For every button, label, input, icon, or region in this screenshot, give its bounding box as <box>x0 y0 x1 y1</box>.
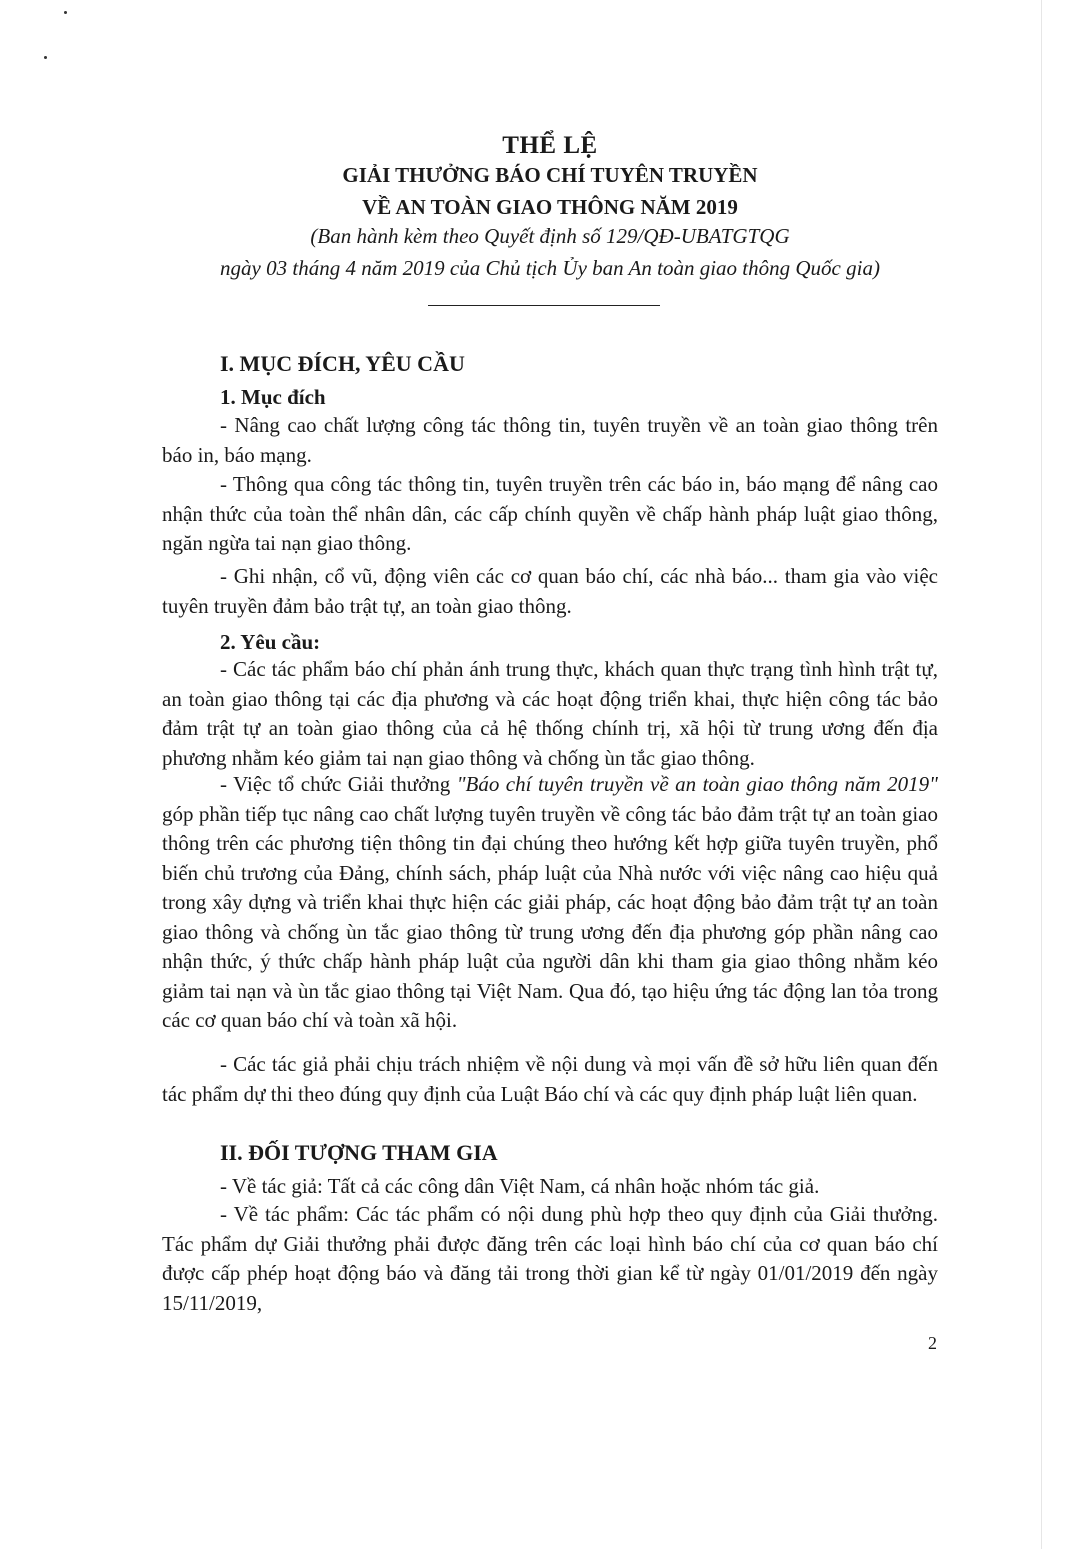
paragraph <box>162 411 938 470</box>
page-number: 2 <box>928 1333 937 1353</box>
paragraph <box>162 1172 938 1202</box>
requirement-item-1: - Các tác phẩm báo chí phản ánh trung thực, khách quan thực trạng tình hình trật tự, an toàn giao thông tại các địa phương và các hoạt động triển khai, thực hiện công tác bảo đảm trật tự an toàn giao thông của cả hệ thống chính trị, xã hội từ trung ương đến địa phương nhằm kéo giảm tai nạn giao thông và chống ùn tắc giao thông. <box>162 657 938 770</box>
paragraph <box>162 1200 938 1318</box>
document-subtitle-line2: VỀ AN TOÀN GIAO THÔNG NĂM 2019 <box>362 195 738 219</box>
purpose-item-2: - Thông qua công tác thông tin, tuyên truyền trên các báo in, báo mạng để nâng cao nhận thức của toàn thể nhân dân, các cấp chính quyền về chấp hành pháp luật giao thông, ngăn ngừa tai nạn giao thông. <box>162 472 938 555</box>
paragraph <box>162 1050 938 1109</box>
requirement-item-2-prefix: - Việc tổ chức Giải thưởng <box>220 772 457 796</box>
paragraph <box>162 470 938 559</box>
paragraph <box>162 770 938 1036</box>
header-divider <box>428 305 660 306</box>
section1-heading: I. MỤC ĐÍCH, YÊU CẦU <box>220 351 465 376</box>
paragraph <box>162 562 938 621</box>
scan-speck <box>44 56 47 59</box>
scan-speck <box>64 11 67 14</box>
purpose-item-1: - Nâng cao chất lượng công tác thông tin, tuyên truyền về an toàn giao thông trên báo in, báo mạng. <box>162 413 938 467</box>
issuance-note-line2: ngày 03 tháng 4 năm 2019 của Chủ tịch Ủy ban An toàn giao thông Quốc gia) <box>220 256 880 280</box>
participant-item-2: - Về tác phẩm: Các tác phẩm có nội dung phù hợp theo quy định của Giải thưởng. Tác phẩm dự Giải thưởng phải được đăng trên các loại hình báo chí của cơ quan báo chí được cấp phép hoạt động báo và đăng tải trong thời gian kể từ ngày 01/01/2019 đến ngày 15/11/2019, <box>162 1202 938 1315</box>
section2-heading: II. ĐỐI TƯỢNG THAM GIA <box>220 1140 498 1165</box>
requirement-item-2 <box>162 770 938 1036</box>
requirement-item-3: - Các tác giả phải chịu trách nhiệm về nội dung và mọi vấn đề sở hữu liên quan đến tác phẩm dự thi theo đúng quy định của Luật Báo chí và các quy định pháp luật liên quan. <box>162 1052 938 1106</box>
requirement-item-2-rest: góp phần tiếp tục nâng cao chất lượng tuyên truyền về công tác bảo đảm trật tự an toàn giao thông trên các phương tiện thông tin đại chúng theo hướng kết hợp giữa tuyên truyền, phổ biến chủ trương của Đảng, chính sách, pháp luật của Nhà nước với việc nâng cao hiệu quả trong xây dựng và triển khai thực hiện các giải pháp, các hoạt động bảo đảm trật tự an toàn giao thông và chống ùn tắc giao thông từ trung ương đến địa phương góp phần nâng cao nhận thức, ý thức chấp hành pháp luật của người dân khi tham gia giao thông nhằm kéo giảm tai nạn và ùn tắc giao thông tại Việt Nam. Qua đó, tạo hiệu ứng tác động lan tỏa trong các cơ quan báo chí và toàn xã hội. <box>162 801 938 1032</box>
section1-sub1-heading: 1. Mục đích <box>220 385 326 409</box>
participant-item-1: - Về tác giả: Tất cả các công dân Việt Nam, cá nhân hoặc nhóm tác giả. <box>220 1174 820 1198</box>
section1-sub2-heading: 2. Yêu cầu: <box>220 630 321 654</box>
document-title: THỂ LỆ <box>502 132 598 159</box>
scan-edge-shadow <box>1041 0 1042 1549</box>
purpose-item-3: - Ghi nhận, cổ vũ, động viên các cơ quan báo chí, các nhà báo... tham gia vào việc tuyên truyền đảm bảo trật tự, an toàn giao thông. <box>162 564 938 618</box>
document-subtitle-line1: GIẢI THƯỞNG BÁO CHÍ TUYÊN TRUYỀN <box>342 163 758 187</box>
award-name-quote: "Báo chí tuyên truyền về an toàn giao thông năm 2019" <box>456 772 938 796</box>
paragraph <box>162 655 938 773</box>
issuance-note-line1: (Ban hành kèm theo Quyết định số 129/QĐ-UBATGTQG <box>310 224 790 248</box>
